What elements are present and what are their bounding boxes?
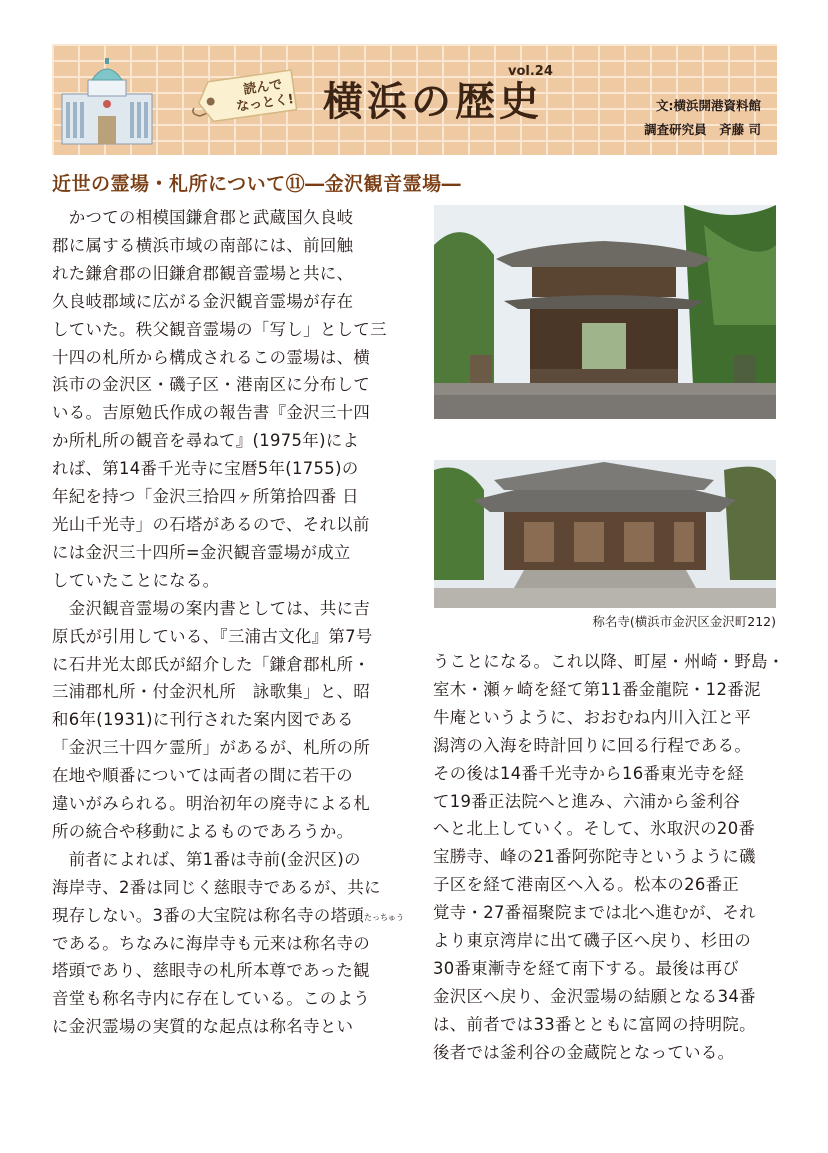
author-name: 調査研究員 斉藤 司 (644, 122, 761, 137)
text-line: 覚寺・27番福聚院までは北へ進むが、それ (433, 903, 756, 923)
text-line: 室木・瀬ヶ崎を経て第11番金龍院・12番泥 (433, 679, 761, 699)
text-line: 三浦郡札所・付金沢札所 詠歌集」と、昭 (52, 682, 371, 702)
text-line: かつての相模国鎌倉郡と武蔵国久良岐 (52, 208, 354, 227)
text-line: 久良岐郡域に広がる金沢観音霊場が存在 (52, 291, 354, 311)
text-line: 後者では釜利谷の金蔵院となっている。 (433, 1042, 735, 1062)
text-line: していたことになる。 (52, 570, 220, 590)
text-line: は、前者では33番とともに富岡の持明院。 (433, 1014, 756, 1034)
author-affiliation: 文:横浜開港資料館 (656, 98, 761, 113)
text-line: いる。吉原勉氏作成の報告書『金沢三十四 (52, 403, 371, 423)
page-title: 横浜の歴史 (323, 78, 543, 125)
ruby-annotation: たっちゅう (364, 913, 404, 922)
text-line: か所札所の観音を尋ねて』(1975年)によ (52, 431, 360, 451)
text-line: 「金沢三十四ケ霊所」があるが、札所の所 (52, 738, 371, 758)
text-line: れば、第14番千光寺に宝暦5年(1755)の (52, 459, 359, 479)
header-banner (52, 44, 777, 155)
text-line: 和6年(1931)に刊行された案内図である (52, 710, 354, 730)
text-line: 金沢区へ戻り、金沢霊場の結願となる34番 (433, 986, 756, 1006)
text-line: に金沢霊場の実質的な起点は称名寺とい (52, 1017, 354, 1037)
text-line: には金沢三十四所=金沢観音霊場が成立 (52, 542, 351, 562)
text-line: うことになる。これ以降、町屋・州崎・野島・ (433, 652, 785, 671)
text-line: 郡に属する横浜市域の南部には、前回触 (52, 235, 354, 255)
text-line: 潟湾の入海を時計回りに回る行程である。 (433, 735, 752, 755)
text-line: より東京湾岸に出て磯子区へ戻り、杉田の (433, 931, 752, 951)
article-heading: 近世の霊場・札所について⑪―金沢観音霊場― (52, 173, 462, 195)
text-line: 海岸寺、2番は同じく慈眼寺であるが、共に (52, 877, 381, 897)
building-icon (58, 58, 156, 146)
text-line: れた鎌倉郡の旧鎌倉郡観音霊場と共に、 (52, 263, 354, 283)
text-line: その後は14番千光寺から16番東光寺を経 (433, 763, 744, 783)
text-line: 在地や順番については両者の間に若干の (52, 766, 354, 786)
text-line: に石井光太郎氏が紹介した「鎌倉郡札所・ (52, 654, 371, 674)
text-line: 前者によれば、第1番は寺前(金沢区)の (52, 849, 361, 869)
temple-hall-photo (434, 460, 776, 608)
text-line: 金沢観音霊場の案内書としては、共に吉 (52, 598, 371, 618)
volume-label: vol.24 (508, 64, 553, 79)
tag-line-1: 読んで (242, 77, 284, 98)
temple-gate-photo (434, 205, 776, 419)
text-line: 牛庵というように、おおむね内川入江と平 (433, 707, 752, 727)
text-line: 光山千光寺」の石塔があるので、それ以前 (52, 514, 370, 534)
text-line: 宝勝寺、峰の21番阿弥陀寺というように磯 (433, 847, 756, 867)
text-line: していた。秩父観音霊場の「写し」として三 (52, 319, 387, 339)
text-line: へと北上していく。そして、氷取沢の20番 (433, 819, 756, 839)
text-line: 音堂も称名寺内に存在している。このよう (52, 989, 371, 1009)
tag-line-2: なっとく! (235, 91, 295, 115)
text-line: 十四の札所から構成されるこの霊場は、横 (52, 347, 371, 367)
text-line: 子区を経て港南区へ入る。松本の26番正 (433, 875, 740, 895)
right-column (433, 648, 785, 1067)
text-line: 浜市の金沢区・磯子区・港南区に分布して (52, 375, 371, 395)
photo-caption: 称名寺(横浜市金沢区金沢町212) (592, 614, 776, 629)
text-line: である。ちなみに海岸寺も元来は称名寺の (52, 933, 371, 953)
left-column (52, 204, 404, 1041)
text-line: 現存しない。3番の大宝院は称名寺の塔頭 (52, 905, 365, 925)
text-line: 所の統合や移動によるものであろうか。 (52, 821, 354, 841)
text-line: 30番東漸寺を経て南下する。最後は再び (433, 958, 740, 978)
text-line: 違いがみられる。明治初年の廃寺による札 (52, 794, 371, 814)
text-line: て19番正法院へと進み、六浦から釜利谷 (433, 791, 741, 811)
text-line: 原氏が引用している、『三浦古文化』第7号 (52, 626, 373, 646)
text-line: 年紀を持つ「金沢三拾四ヶ所第拾四番 日 (52, 487, 359, 507)
text-line: 塔頭であり、慈眼寺の札所本尊であった観 (52, 961, 370, 981)
